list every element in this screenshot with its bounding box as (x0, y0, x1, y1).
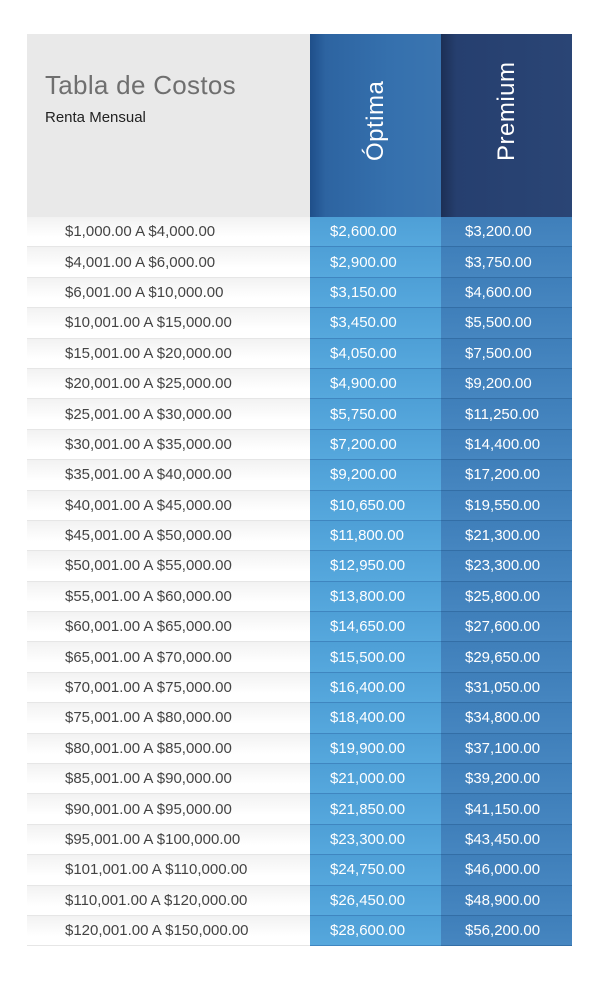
income-range-cell: $10,001.00 A $15,000.00 (27, 308, 310, 338)
column-header-optima (310, 34, 441, 217)
premium-price-cell: $48,900.00 (441, 886, 572, 916)
income-range-cell: $1,000.00 A $4,000.00 (27, 217, 310, 247)
premium-price-cell: $14,400.00 (441, 430, 572, 460)
optima-price-cell: $5,750.00 (310, 399, 441, 429)
income-range-cell: $15,001.00 A $20,000.00 (27, 339, 310, 369)
table-row (27, 673, 572, 703)
optima-price-cell: $24,750.00 (310, 855, 441, 885)
optima-price-cell: $21,000.00 (310, 764, 441, 794)
table-row (27, 855, 572, 885)
table-row (27, 794, 572, 824)
income-range-cell: $6,001.00 A $10,000.00 (27, 278, 310, 308)
income-range-cell: $4,001.00 A $6,000.00 (27, 247, 310, 277)
income-range-cell: $55,001.00 A $60,000.00 (27, 582, 310, 612)
table-row (27, 642, 572, 672)
table-body (27, 217, 572, 946)
optima-price-cell: $21,850.00 (310, 794, 441, 824)
optima-price-cell: $12,950.00 (310, 551, 441, 581)
optima-price-cell: $7,200.00 (310, 430, 441, 460)
income-range-cell: $35,001.00 A $40,000.00 (27, 460, 310, 490)
income-range-cell: $30,001.00 A $35,000.00 (27, 430, 310, 460)
premium-price-cell: $37,100.00 (441, 734, 572, 764)
income-range-cell: $110,001.00 A $120,000.00 (27, 886, 310, 916)
table-row (27, 916, 572, 946)
premium-price-cell: $21,300.00 (441, 521, 572, 551)
table-row (27, 612, 572, 642)
premium-price-cell: $27,600.00 (441, 612, 572, 642)
income-range-cell: $20,001.00 A $25,000.00 (27, 369, 310, 399)
income-range-cell: $75,001.00 A $80,000.00 (27, 703, 310, 733)
column-label-optima: Óptima (361, 80, 389, 161)
income-range-cell: $60,001.00 A $65,000.00 (27, 612, 310, 642)
premium-price-cell: $34,800.00 (441, 703, 572, 733)
income-range-cell: $70,001.00 A $75,000.00 (27, 673, 310, 703)
premium-price-cell: $46,000.00 (441, 855, 572, 885)
premium-price-cell: $19,550.00 (441, 491, 572, 521)
optima-price-cell: $28,600.00 (310, 916, 441, 946)
table-subtitle: Renta Mensual (45, 109, 146, 126)
table-row (27, 399, 572, 429)
premium-price-cell: $39,200.00 (441, 764, 572, 794)
optima-price-cell: $26,450.00 (310, 886, 441, 916)
table-row (27, 703, 572, 733)
header-title-block (27, 34, 310, 217)
table-row (27, 521, 572, 551)
income-range-cell: $50,001.00 A $55,000.00 (27, 551, 310, 581)
income-range-cell: $65,001.00 A $70,000.00 (27, 642, 310, 672)
table-row (27, 551, 572, 581)
income-range-cell: $120,001.00 A $150,000.00 (27, 916, 310, 946)
optima-price-cell: $3,150.00 (310, 278, 441, 308)
optima-price-cell: $19,900.00 (310, 734, 441, 764)
premium-price-cell: $43,450.00 (441, 825, 572, 855)
table-row (27, 825, 572, 855)
table-row (27, 369, 572, 399)
premium-price-cell: $7,500.00 (441, 339, 572, 369)
table-row (27, 886, 572, 916)
table-row (27, 764, 572, 794)
table-row (27, 278, 572, 308)
table-row (27, 308, 572, 338)
cost-table (27, 34, 572, 946)
income-range-cell: $85,001.00 A $90,000.00 (27, 764, 310, 794)
premium-price-cell: $41,150.00 (441, 794, 572, 824)
premium-price-cell: $9,200.00 (441, 369, 572, 399)
income-range-cell: $90,001.00 A $95,000.00 (27, 794, 310, 824)
premium-price-cell: $31,050.00 (441, 673, 572, 703)
income-range-cell: $80,001.00 A $85,000.00 (27, 734, 310, 764)
optima-price-cell: $23,300.00 (310, 825, 441, 855)
optima-price-cell: $3,450.00 (310, 308, 441, 338)
optima-price-cell: $13,800.00 (310, 582, 441, 612)
optima-price-cell: $16,400.00 (310, 673, 441, 703)
table-row (27, 460, 572, 490)
table-row (27, 217, 572, 247)
premium-price-cell: $29,650.00 (441, 642, 572, 672)
table-row (27, 734, 572, 764)
table-title: Tabla de Costos (45, 70, 236, 100)
optima-price-cell: $11,800.00 (310, 521, 441, 551)
premium-price-cell: $4,600.00 (441, 278, 572, 308)
optima-price-cell: $14,650.00 (310, 612, 441, 642)
column-label-premium: Premium (492, 61, 520, 161)
premium-price-cell: $5,500.00 (441, 308, 572, 338)
premium-price-cell: $3,200.00 (441, 217, 572, 247)
optima-price-cell: $2,600.00 (310, 217, 441, 247)
table-header (27, 34, 572, 217)
optima-price-cell: $10,650.00 (310, 491, 441, 521)
optima-price-cell: $4,900.00 (310, 369, 441, 399)
optima-price-cell: $15,500.00 (310, 642, 441, 672)
premium-price-cell: $17,200.00 (441, 460, 572, 490)
optima-price-cell: $4,050.00 (310, 339, 441, 369)
income-range-cell: $101,001.00 A $110,000.00 (27, 855, 310, 885)
premium-price-cell: $25,800.00 (441, 582, 572, 612)
premium-price-cell: $23,300.00 (441, 551, 572, 581)
income-range-cell: $40,001.00 A $45,000.00 (27, 491, 310, 521)
premium-price-cell: $3,750.00 (441, 247, 572, 277)
column-header-premium (441, 34, 572, 217)
income-range-cell: $25,001.00 A $30,000.00 (27, 399, 310, 429)
premium-price-cell: $56,200.00 (441, 916, 572, 946)
table-row (27, 339, 572, 369)
table-row (27, 247, 572, 277)
table-row (27, 430, 572, 460)
table-row (27, 491, 572, 521)
optima-price-cell: $2,900.00 (310, 247, 441, 277)
income-range-cell: $45,001.00 A $50,000.00 (27, 521, 310, 551)
table-row (27, 582, 572, 612)
income-range-cell: $95,001.00 A $100,000.00 (27, 825, 310, 855)
premium-price-cell: $11,250.00 (441, 399, 572, 429)
optima-price-cell: $18,400.00 (310, 703, 441, 733)
optima-price-cell: $9,200.00 (310, 460, 441, 490)
